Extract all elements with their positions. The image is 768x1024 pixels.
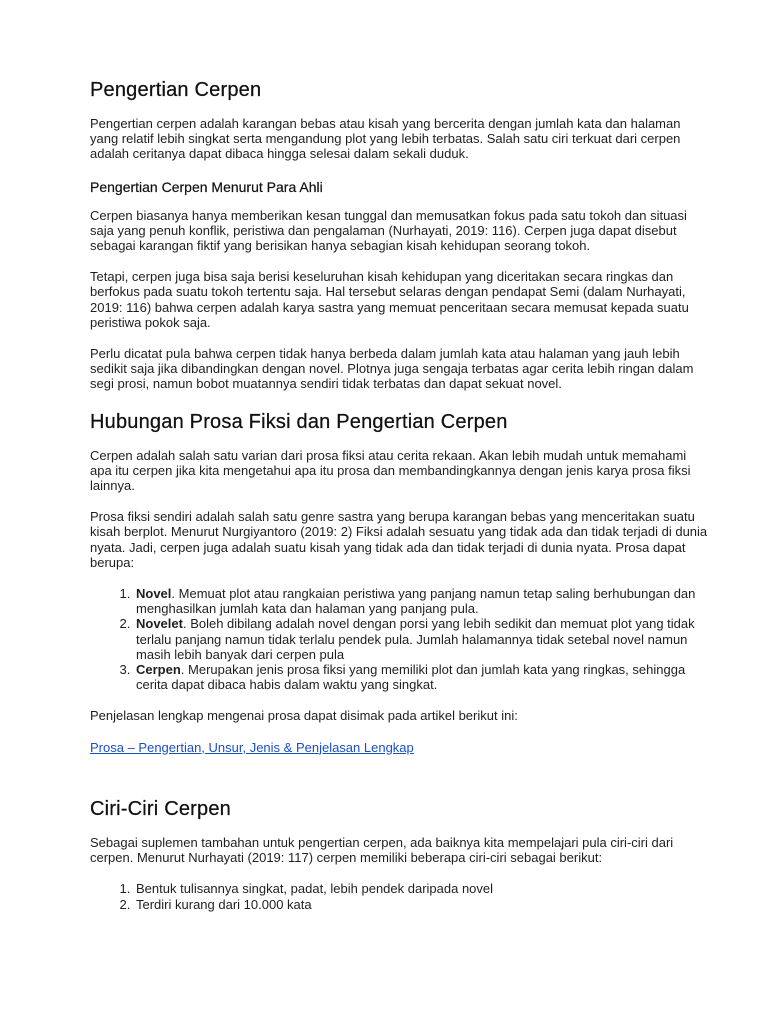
- list-item: [134, 586, 708, 616]
- section-hubungan-prosa-fiksi: [90, 410, 708, 755]
- list-item-text: . Merupakan jenis prosa fiksi yang memiliki plot dan jumlah kata yang ringkas, sehingga cerita dapat dibaca habis dalam waktu yang singkat.: [136, 662, 686, 693]
- list-item: [134, 662, 708, 692]
- section-pengertian-cerpen: [90, 78, 708, 392]
- section-heading: Hubungan Prosa Fiksi dan Pengertian Cerpen: [90, 410, 508, 433]
- list-item-text: . Boleh dibilang adalah novel dengan porsi yang lebih sedikit dan memuat plot yang tidak terlalu panjang namun tidak terlalu pendek pula. Jumlah halamannya tidak setebal novel namun masih lebih banyak dari cerpen pula: [136, 616, 695, 662]
- paragraph: Perlu dicatat pula bahwa cerpen tidak hanya berbeda dalam jumlah kata atau halaman yang jauh lebih sedikit saja jika dibandingkan dengan novel. Plotnya juga sengaja terbatas agar cerita lebih ringan dalam segi prosi, namun bobot muatannya sendiri tidak terbatas dan dapat sekuat novel.: [90, 346, 694, 392]
- paragraph: Penjelasan lengkap mengenai prosa dapat disimak pada artikel berikut ini:: [90, 708, 518, 724]
- list-item: [134, 616, 708, 662]
- paragraph: Prosa fiksi sendiri adalah salah satu genre sastra yang berupa karangan bebas yang menceritakan suatu kisah berplot. Menurut Nurgiyantoro (2019: 2) Fiksi adalah sesuatu yang tidak ada dan tidak terjadi di dunia nyata. Jadi, cerpen juga adalah suatu kisah yang tidak ada dan tidak terjadi di dunia nyata. Prosa dapat berupa:: [90, 509, 708, 570]
- list-item: 1. Bentuk tulisannya singkat, padat, lebih pendek daripada novel: [134, 881, 708, 896]
- list-item-text: . Memuat plot atau rangkaian peristiwa yang panjang namun tetap saling berhubungan dan menghasilkan jumlah kata dan halaman yang panjang pula.: [136, 586, 696, 617]
- link-line: [90, 740, 708, 755]
- list-item-term: Novelet: [136, 616, 183, 632]
- paragraph: Sebagai suplemen tambahan untuk pengertian cerpen, ada baiknya kita mempelajari pula ciri-ciri dari cerpen. Menurut Nurhayati (2019: 117) cerpen memiliki beberapa ciri-ciri sebagai berikut:: [90, 834, 674, 866]
- list-item-term: Novel: [136, 586, 172, 602]
- section-ciri-ciri-cerpen: [90, 797, 708, 912]
- paragraph: Cerpen adalah salah satu varian dari prosa fiksi atau cerita rekaan. Akan lebih mudah untuk memahami apa itu cerpen jika kita mengetahui apa itu prosa dan membandingkannya dengan jenis karya prosa fiksi lainnya.: [90, 447, 691, 494]
- ciri-list: [90, 881, 708, 911]
- prosa-article-link[interactable]: Prosa – Pengertian, Unsur, Jenis & Penjelasan Lengkap: [90, 739, 414, 755]
- list-item: 2. Terdiri kurang dari 10.000 kata: [134, 897, 708, 912]
- prosa-types-list: [90, 586, 708, 692]
- list-item-term: Cerpen: [136, 662, 181, 678]
- paragraph: Tetapi, cerpen juga bisa saja berisi keseluruhan kisah kehidupan yang diceritakan secara ringkas dan berfokus pada suatu tokoh tertentu saja. Hal tersebut selaras dengan pendapat Semi (dalam Nurhayati, 2019: 116) bahwa cerpen adalah karya sastra yang memuat penceritaan secara memusat kepada suatu peristiwa pokok saja.: [90, 269, 689, 330]
- section-heading: Ciri-Ciri Cerpen: [90, 797, 231, 820]
- paragraph: Pengertian cerpen adalah karangan bebas atau kisah yang bercerita dengan jumlah kata dan halaman yang relatif lebih singkat serta mengandung plot yang lebih terbatas. Salah satu ciri terkuat dari cerpen adalah ceritanya dapat dibaca hingga selesai dalam sekali duduk.: [90, 116, 681, 162]
- section-heading: Pengertian Cerpen: [90, 79, 262, 101]
- paragraph: Cerpen biasanya hanya memberikan kesan tunggal dan memusatkan fokus pada satu tokoh dan situasi saja yang penuh konflik, peristiwa dan pengalaman (Nurhayati, 2019: 116). Cerpen juga dapat disebut sebagai karangan fiktif yang berisikan hanya sebagian kisah kehidupan seorang tokoh.: [90, 207, 687, 254]
- sub-heading: Pengertian Cerpen Menurut Para Ahli: [90, 178, 323, 195]
